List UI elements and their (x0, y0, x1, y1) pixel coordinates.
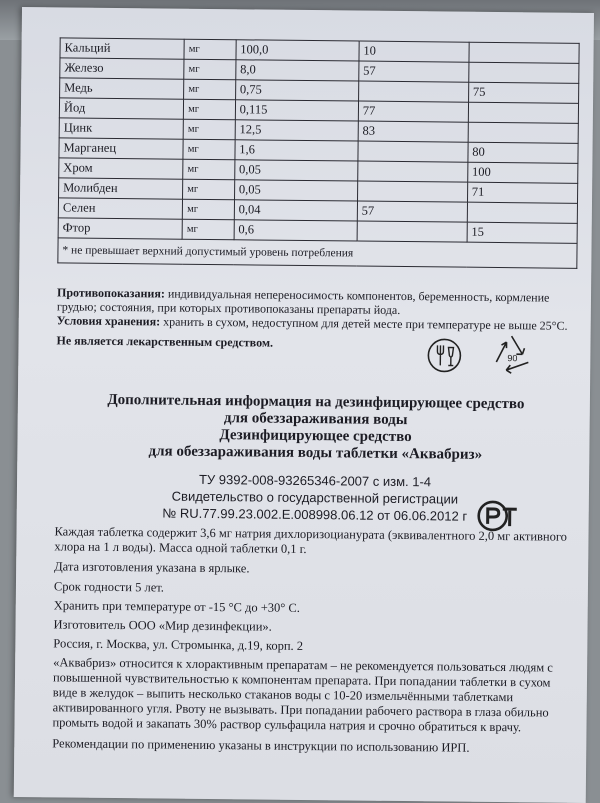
address: Россия, г. Москва, ул. Стромынка, д.19, корп. 2 (53, 636, 304, 653)
nutrient-name: Йод (59, 98, 183, 119)
nutrient-percent-a: 10 (359, 41, 469, 62)
nutrient-percent-a (357, 221, 467, 242)
nutrient-percent-b: 15 (467, 222, 577, 243)
recycle-icon (488, 332, 534, 376)
nutrient-unit: мг (184, 99, 236, 120)
nutrient-percent-b: 71 (467, 182, 577, 203)
nutrient-unit: мг (182, 219, 234, 240)
nutrient-percent-b (468, 62, 578, 83)
nutrient-percent-a: 57 (357, 201, 467, 222)
nutrient-amount: 0,05 (234, 160, 357, 181)
recycle-code: 90 (507, 353, 518, 364)
nutrient-percent-b (468, 102, 578, 123)
nutrient-percent-a (358, 141, 468, 162)
safety-warning: «Аквабриз» относится к хлорактивным препаратам – не рекомендуется пользоваться людям с повышенной чувствительностью к компонентам препарата. При попадании таблетки в сухом виде в желудок – выпить несколько стаканов воды с 10-20 измельчёнными таблетками активированного угля. Рвоту не вызывать. При попадании рабочего раствора в глаза обильно промыть водой и закапать 30% раствор сульфацила натрия и срочно обратиться к врачу. (52, 655, 553, 735)
nutrient-percent-a: 83 (358, 121, 468, 142)
nutrient-unit: мг (183, 139, 235, 160)
nutrient-name: Медь (60, 78, 184, 99)
nutrient-amount: 1,6 (235, 140, 358, 161)
nutrient-name: Железо (60, 58, 184, 79)
manufacture-date: Дата изготовления указана в ярлыке. (54, 559, 250, 576)
nutrient-name: Кальций (60, 38, 184, 59)
nutrient-amount: 12,5 (235, 120, 358, 141)
manufacturer: Изготовитель ООО «Мир дезинфекции». (53, 617, 272, 634)
nutrient-percent-a: 77 (358, 101, 468, 122)
table-footnote: * не превышает верхний допустимый уровень потребления (58, 238, 577, 268)
nutrient-name: Молибден (59, 178, 183, 199)
nutrient-amount: 100,0 (236, 40, 359, 61)
tu-number: ТУ 9392-008-93265346-2007 с изм. 1-4 (198, 471, 432, 490)
nutrient-percent-b: 80 (468, 142, 578, 163)
nutrient-table (57, 37, 579, 268)
nutrient-percent-b: 100 (467, 162, 577, 183)
nutrient-amount: 0,6 (234, 220, 357, 241)
section-title: Дополнительная информация на дезинфицирующее средство (107, 391, 525, 413)
nutrient-amount: 0,04 (234, 200, 357, 221)
registration-label: Свидетельство о государственной регистрации (171, 488, 459, 507)
nutrient-unit: мг (184, 79, 236, 100)
pictogram-row (56, 333, 576, 386)
registration-number: № RU.77.99.23.002.Е.008998.06.12 от 06.06.2012 г (162, 505, 468, 524)
nutrient-unit: мг (184, 59, 236, 80)
nutrient-name: Цинк (59, 118, 183, 139)
storage-conditions: Условия хранения: хранить в сухом, недоступном для детей месте при температуре не выше 25°С. (56, 313, 568, 333)
nutrient-percent-a: 57 (359, 61, 469, 82)
leaflet-content (52, 37, 579, 756)
nutrient-name: Селен (58, 198, 182, 219)
shelf-life: Срок годности 5 лет. (53, 579, 165, 595)
not-medicine-note: Не является лекарственным средством. (56, 333, 274, 350)
product-title-2: для обеззараживания воды таблетки «Аквабриз» (148, 443, 483, 463)
nutrient-percent-a (357, 181, 467, 202)
nutrient-percent-b (467, 202, 577, 223)
nutrient-amount: 0,75 (235, 80, 358, 101)
rst-certification-mark (477, 500, 519, 532)
leaflet-sheet (14, 7, 594, 803)
nutrient-name: Фтор (58, 218, 182, 239)
nutrient-percent-a (358, 161, 468, 182)
nutrient-unit: мг (184, 39, 236, 60)
nutrient-amount: 0,115 (235, 100, 358, 121)
nutrient-name: Марганец (59, 138, 183, 159)
tablet-composition: Каждая таблетка содержит 3,6 мг натрия дихлоризоцианурата (эквивалентного 2,0 мг активного хлора на 1 л воды). Масса одной таблетки 0,1 г. (54, 524, 568, 557)
nutrient-unit: мг (183, 159, 235, 180)
nutrient-unit: мг (183, 179, 235, 200)
food-contact-icon (426, 337, 462, 373)
product-title: Дезинфицирующее средство (219, 427, 412, 446)
nutrient-name: Хром (59, 158, 183, 179)
nutrient-amount: 8,0 (236, 60, 359, 81)
nutrient-unit: мг (183, 199, 235, 220)
recommendations: Рекомендации по применению указаны в инструкции по использованию ИРП. (52, 736, 470, 755)
nutrient-percent-b (469, 42, 579, 63)
nutrient-percent-b (468, 122, 578, 143)
nutrient-unit: мг (183, 119, 235, 140)
section-title-2: для обеззараживания воды (223, 410, 408, 429)
nutrient-amount: 0,05 (234, 180, 357, 201)
nutrient-percent-a (358, 81, 468, 102)
contraindications: Противопоказания: индивидуальная непереносимость компонентов, беременность, кормление грудью; состояния, при которых противопоказаны препараты йода. (56, 285, 550, 317)
storage-temperature: Хранить при температуре от -15 °С до +30° С. (53, 598, 300, 615)
nutrient-percent-b: 75 (468, 82, 578, 103)
